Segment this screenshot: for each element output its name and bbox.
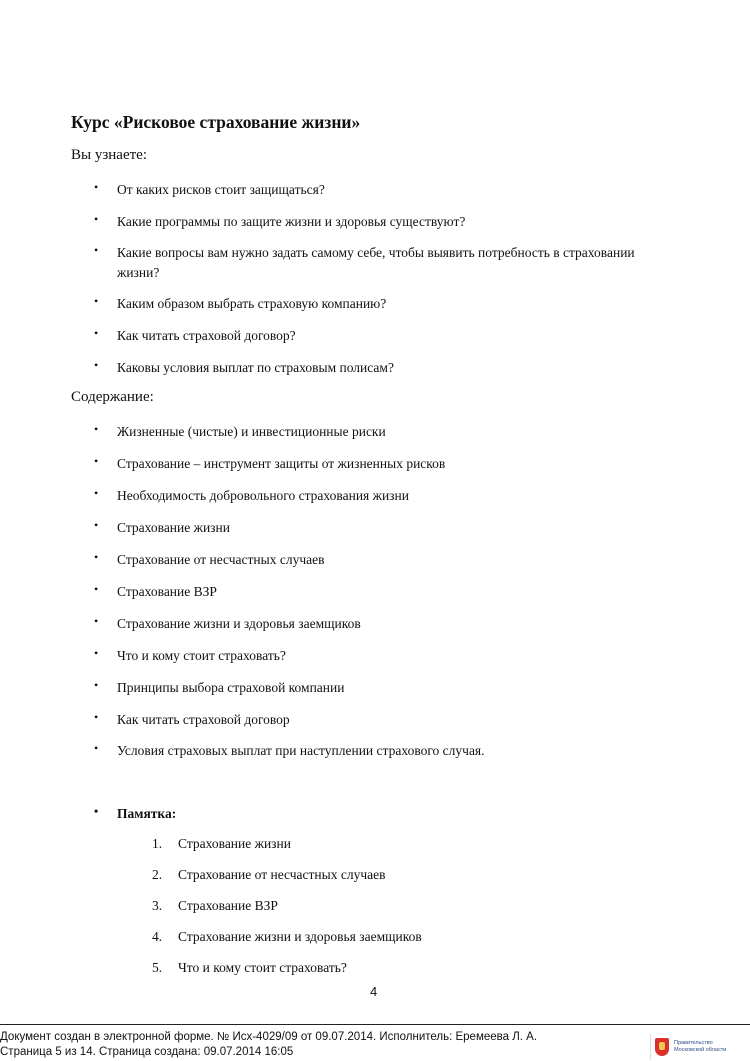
bullet-icon: •: [94, 582, 99, 596]
bullet-icon: •: [94, 741, 99, 755]
bullet-icon: •: [94, 180, 99, 194]
bullet-icon: •: [94, 804, 99, 818]
logo-line-1: Правительство: [674, 1040, 713, 1046]
bullet-icon: •: [94, 550, 99, 564]
bullet-icon: •: [94, 486, 99, 500]
coat-of-arms-icon: [655, 1038, 669, 1056]
footer-document-info: Документ создан в электронной форме. № Исх-4029/09 от 09.07.2014. Исполнитель: Еремеева Л. А.: [0, 1031, 538, 1043]
bullet-icon: •: [94, 243, 99, 257]
bullet-icon: •: [94, 294, 99, 308]
bullet-icon: •: [94, 518, 99, 532]
bullet-icon: •: [94, 614, 99, 628]
contents-heading: Содержание:: [71, 389, 154, 405]
bullet-icon: •: [94, 326, 99, 340]
bullet-icon: •: [94, 454, 99, 468]
document-page: Курс «Рисковое страхование жизни» Вы узнаете: • От каких рисков стоит защищаться? • Какие программы по защите жизни и здоровья существуют? • Какие вопросы вам нужно задать самому себе, чтобы выявить потребность в страховании жизни? • Каким образом выбрать страховую компанию? • Как читать страховой договор? • Каковы условия выплат по страховым полисам? Содержание: • Жизненные (чистые) и инвестиционные риски • Страхование – инструмент защиты от жизненных рисков • Необходимость добровольного страхования жизни • Страхование жизни • Страхование от несчастных случаев • Страхование ВЗР • Страхование жизни и здоровья заемщиков • Что и кому стоит страховать? • Принципы выбора страховой компании • Как читать страховой договор • Условия страховых выплат при наступлении страхового случая. • Памятка: 1. Страхование жизни 2. Страхование от несчастных случаев 3. Страхование ВЗР 4. Страхование жизни и здоровья заемщиков 5. Что и кому стоит страховать? 4: [71, 112, 635, 999]
page-number: 4: [370, 984, 378, 999]
government-logo: [650, 1034, 750, 1060]
bullet-icon: •: [94, 422, 99, 436]
learn-heading: Вы узнаете:: [71, 147, 147, 163]
footer-page-info: Страница 5 из 14. Страница создана: 09.07.2014 16:05: [0, 1046, 294, 1058]
bullet-icon: •: [94, 358, 99, 372]
bullet-icon: •: [94, 212, 99, 226]
bullet-icon: •: [94, 710, 99, 724]
bullet-icon: •: [94, 678, 99, 692]
bullet-icon: •: [94, 646, 99, 660]
course-title: Курс «Рисковое страхование жизни»: [71, 112, 361, 132]
logo-line-2: Московской области: [674, 1047, 727, 1053]
footer-divider: [0, 1024, 750, 1025]
